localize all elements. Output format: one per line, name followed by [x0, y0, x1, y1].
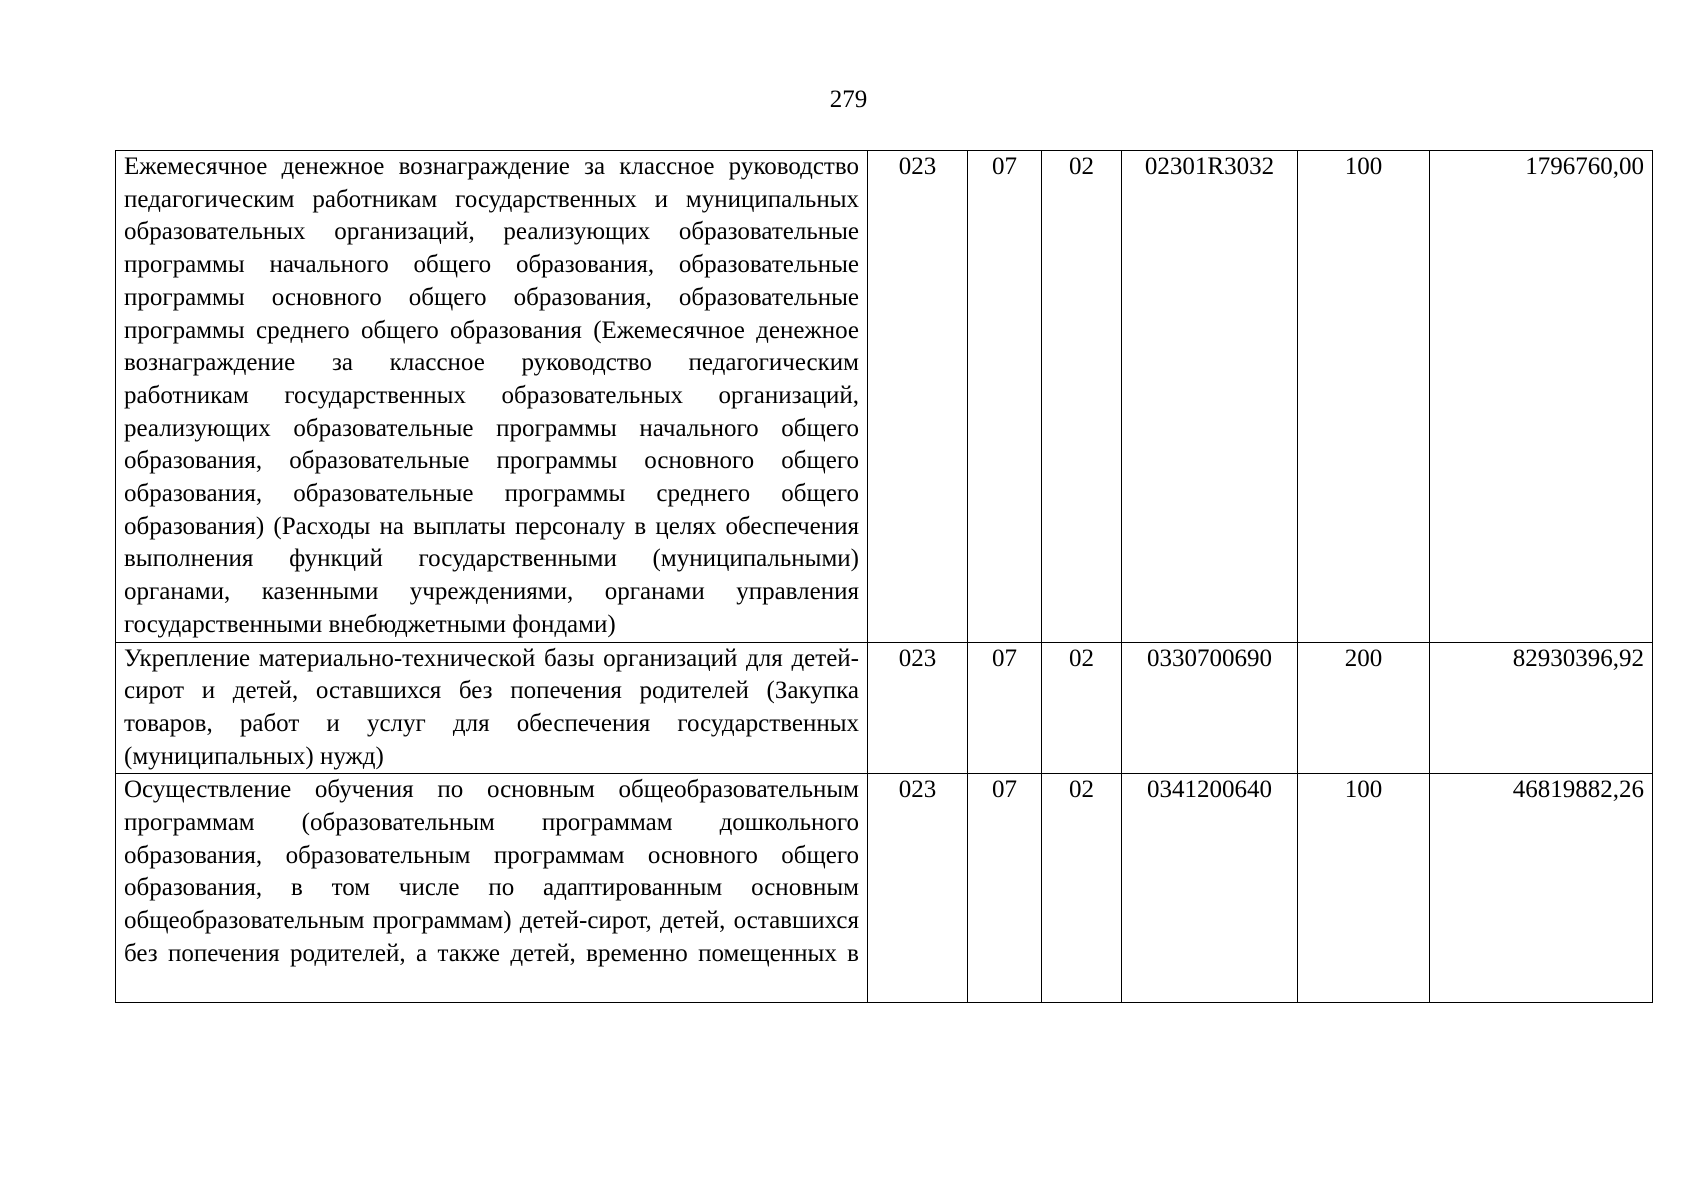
amount: 82930396,92: [1430, 642, 1653, 774]
subsection-code: 02: [1042, 774, 1122, 1003]
subsection-code: 02: [1042, 642, 1122, 774]
budget-table: [115, 150, 1653, 1003]
expense-type-code: 100: [1298, 151, 1430, 643]
page-number: 279: [829, 86, 868, 113]
expense-type-code: 100: [1298, 774, 1430, 1003]
section-code: 07: [968, 151, 1042, 643]
table-row: [116, 151, 1653, 643]
row-description: Укрепление материально-технической базы организаций для детей-сирот и детей, оставшихся без попечения родителей (Закупка товаров, работ и услуг для обеспечения государственных (муниципальных) нужд): [116, 642, 868, 774]
target-article-code: 0341200640: [1122, 774, 1298, 1003]
ministry-code: 023: [868, 642, 968, 774]
table-row: [116, 774, 1653, 1003]
row-description: Осуществление обучения по основным общеобразовательным программам (образовательным программам дошкольного образования, образовательным программам основного общего образования, в том числе по адаптированным основным общеобразовательным программам) детей-сирот, детей, оставшихся без попечения родителей, а также детей, временно помещенных в: [116, 774, 868, 1003]
row-description: Ежемесячное денежное вознаграждение за классное руководство педагогическим работникам государственных и муниципальных образовательных организаций, реализующих образовательные программы начального общего образования, образовательные программы основного общего образования, образовательные программы среднего общего образования (Ежемесячное денежное вознаграждение за классное руководство педагогическим работникам государственных образовательных организаций, реализующих образовательные программы начального общего образования, образовательные программы основного общего образования, образовательные программы среднего общего образования) (Расходы на выплаты персоналу в целях обеспечения выполнения функций государственными (муниципальными) органами, казенными учреждениями, органами управления государственными внебюджетными фондами): [116, 151, 868, 643]
target-article-code: 02301R3032: [1122, 151, 1298, 643]
amount: 1796760,00: [1430, 151, 1653, 643]
section-code: 07: [968, 642, 1042, 774]
target-article-code: 0330700690: [1122, 642, 1298, 774]
table-row: [116, 642, 1653, 774]
ministry-code: 023: [868, 774, 968, 1003]
section-code: 07: [968, 774, 1042, 1003]
ministry-code: 023: [868, 151, 968, 643]
expense-type-code: 200: [1298, 642, 1430, 774]
subsection-code: 02: [1042, 151, 1122, 643]
amount: 46819882,26: [1430, 774, 1653, 1003]
